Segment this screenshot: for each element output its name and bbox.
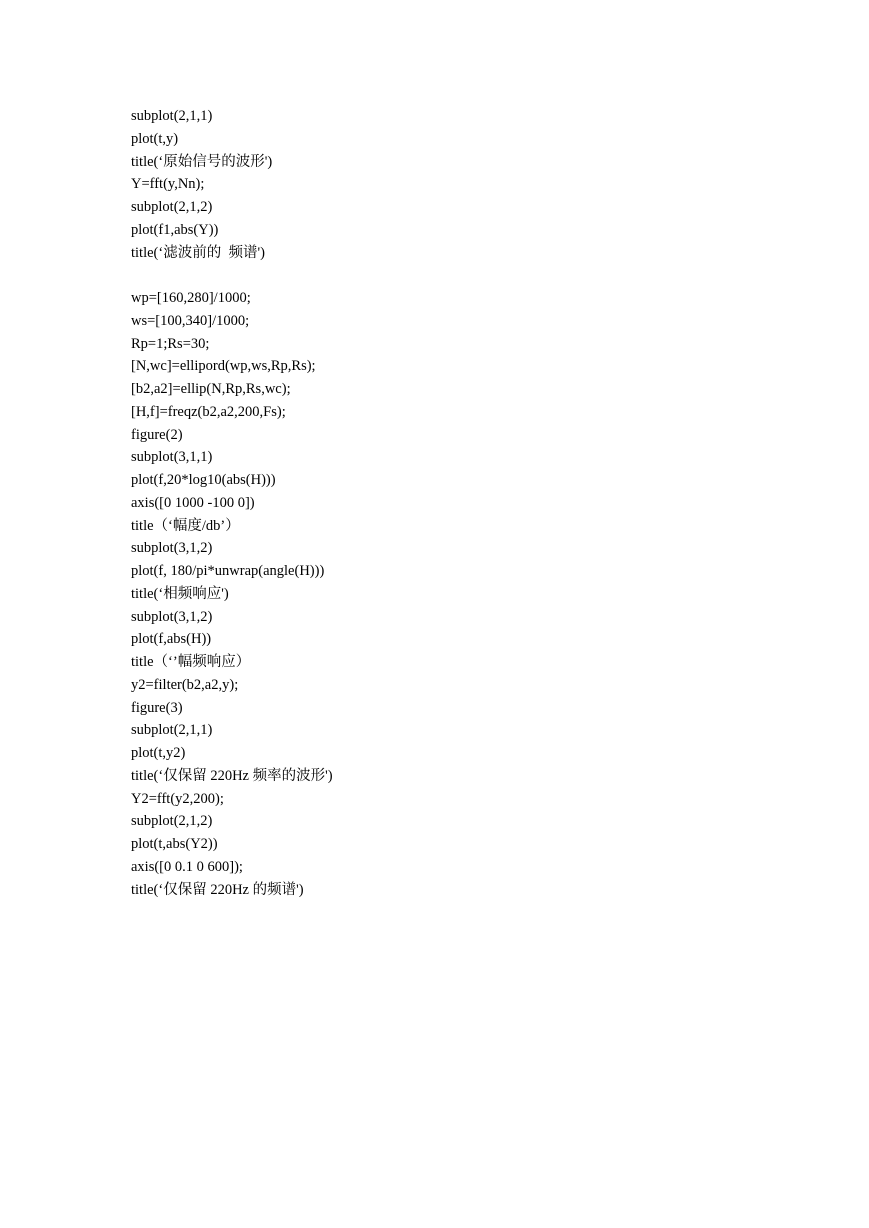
code-line: title(‘仅保留 220Hz 的频谱') <box>131 881 304 898</box>
code-line: subplot(3,1,2) <box>131 540 213 557</box>
code-line: subplot(2,1,1) <box>131 722 213 739</box>
blank-line <box>131 264 831 287</box>
code-line: title(‘仅保留 220Hz 频率的波形') <box>131 767 333 784</box>
code-line: Y=fft(y,Nn); <box>131 176 205 193</box>
code-line: subplot(2,1,2) <box>131 813 213 830</box>
code-line: figure(2) <box>131 426 183 443</box>
code-line: ws=[100,340]/1000; <box>131 312 250 329</box>
code-line: subplot(2,1,2) <box>131 199 213 215</box>
code-line: plot(t,abs(Y2)) <box>131 836 218 852</box>
code-line: plot(t,y2) <box>131 745 186 761</box>
code-line: axis([0 1000 -100 0]) <box>131 494 255 511</box>
code-line: [b2,a2]=ellip(N,Rp,Rs,wc); <box>131 381 291 397</box>
code-line: axis([0 0.1 0 600]); <box>131 858 243 875</box>
code-line: Y2=fft(y2,200); <box>131 790 224 807</box>
code-line: title(‘滤波前的 频谱') <box>131 244 265 261</box>
code-line: subplot(3,1,2) <box>131 608 213 625</box>
code-line: plot(f,abs(H)) <box>131 631 212 648</box>
code-line: title（‘幅度/db’） <box>131 517 240 534</box>
code-line: y2=filter(b2,a2,y); <box>131 676 239 693</box>
code-line: title(‘相频响应') <box>131 585 229 602</box>
code-listing <box>131 105 831 901</box>
code-line: plot(f, 180/pi*unwrap(angle(H))) <box>131 563 325 579</box>
code-line: Rp=1;Rs=30; <box>131 335 210 352</box>
code-line: subplot(2,1,1) <box>131 108 213 124</box>
code-line: plot(f1,abs(Y)) <box>131 221 219 238</box>
code-line: title(‘原始信号的波形') <box>131 153 273 170</box>
code-line: [N,wc]=ellipord(wp,ws,Rp,Rs); <box>131 358 316 375</box>
code-line: plot(t,y) <box>131 130 179 147</box>
code-line: [H,f]=freqz(b2,a2,200,Fs); <box>131 403 286 420</box>
code-line: wp=[160,280]/1000; <box>131 290 251 306</box>
code-line: subplot(3,1,1) <box>131 449 213 466</box>
code-line: plot(f,20*log10(abs(H))) <box>131 472 276 488</box>
code-line: title（‘’幅频响应） <box>131 654 251 670</box>
code-line: figure(3) <box>131 699 183 716</box>
